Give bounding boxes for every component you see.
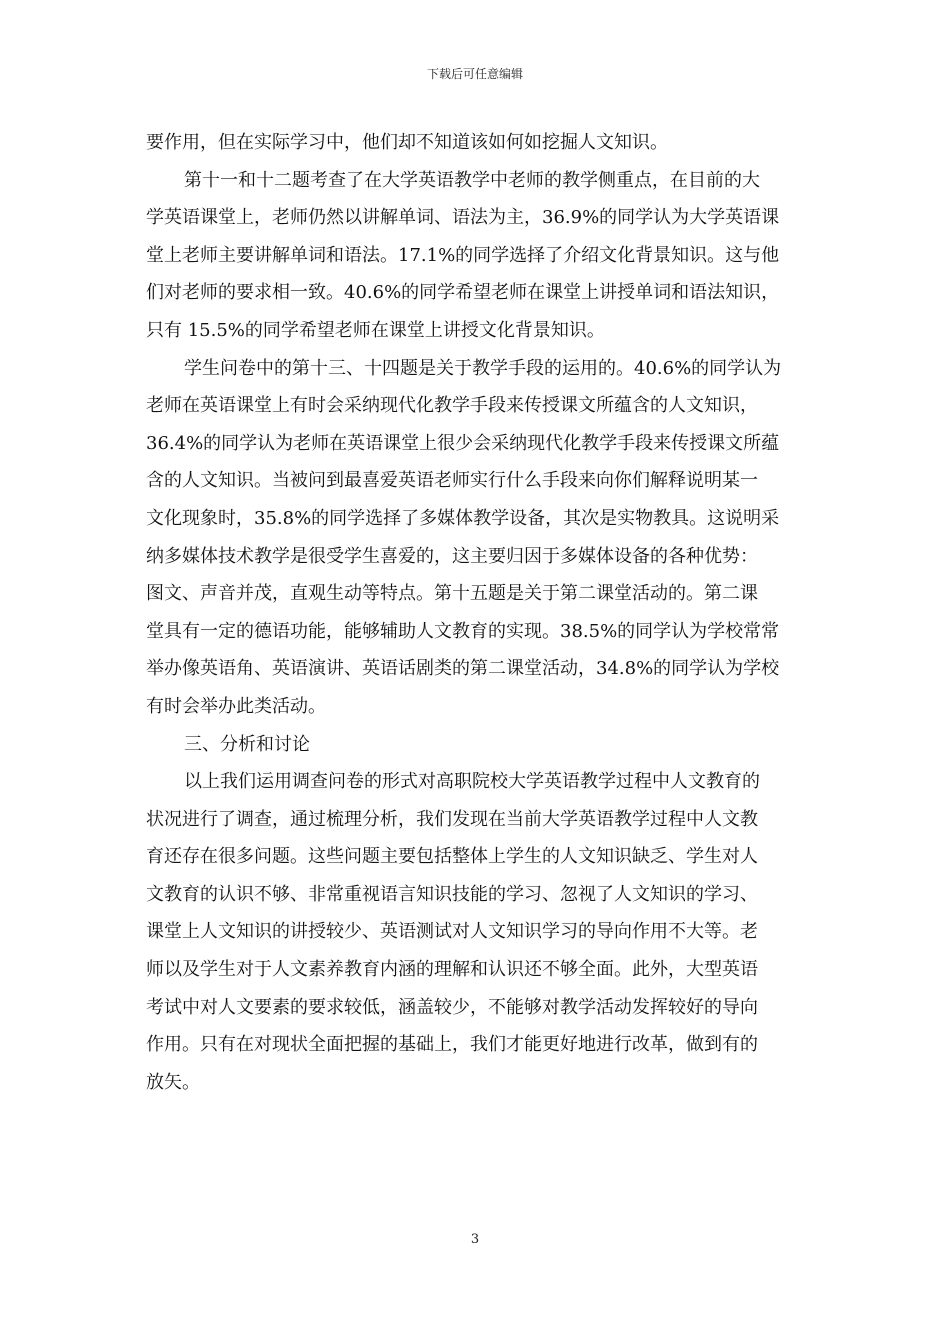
page-number: 3: [470, 1232, 480, 1247]
page-header: 下载后可任意编辑: [426, 67, 523, 81]
text-line: 堂具有一定的德语功能，能够辅助人文教育的实现。38.5%的同学认为学校常常: [146, 620, 780, 642]
text-line: 们对老师的要求相一致。40.6%的同学希望老师在课堂上讲授单词和语法知识，: [146, 282, 780, 304]
text-line: 课堂上人文知识的讲授较少、英语测试对人文知识学习的导向作用不大等。老: [146, 921, 758, 943]
text-line: 举办像英语角、英语演讲、英语话剧类的第二课堂活动，34.8%的同学认为学校: [146, 658, 780, 680]
text-line: 以上我们运用调查问卷的形式对高职院校大学英语教学过程中人文教育的: [184, 771, 760, 793]
text-line: 三、分析和讨论: [184, 733, 310, 755]
text-line: 堂上老师主要讲解单词和语法。17.1%的同学选择了介绍文化背景知识。这与他: [146, 244, 780, 266]
document-body: [146, 124, 810, 1101]
text-line: 图文、声音并茂，直观生动等特点。第十五题是关于第二课堂活动的。第二课: [146, 583, 758, 605]
text-line: 要作用，但在实际学习中，他们却不知道该如何如挖掘人文知识。: [146, 132, 668, 153]
text-line: 纳多媒体技术教学是很受学生喜爱的，这主要归因于多媒体设备的各种优势：: [146, 545, 758, 567]
text-line: 第十一和十二题考查了在大学英语教学中老师的教学侧重点，在目前的大: [184, 169, 760, 191]
text-line: 放矢。: [146, 1071, 200, 1093]
text-line: 考试中对人文要素的要求较低，涵盖较少，不能够对教学活动发挥较好的导向: [146, 996, 758, 1018]
text-line: 有时会举办此类活动。: [146, 695, 326, 717]
text-line: 文教育的认识不够、非常重视语言知识技能的学习、忽视了人文知识的学习、: [146, 883, 758, 905]
text-line: 学英语课堂上，老师仍然以讲解单词、语法为主，36.9%的同学认为大学英语课: [146, 207, 780, 229]
text-line: 师以及学生对于人文素养教育内涵的理解和认识还不够全面。此外，大型英语: [146, 959, 758, 981]
text-line: 只有 15.5%的同学希望老师在课堂上讲授文化背景知识。: [146, 319, 605, 341]
text-line: 学生问卷中的第十三、十四题是关于教学手段的运用的。40.6%的同学认为: [184, 357, 782, 379]
text-line: 育还存在很多问题。这些问题主要包括整体上学生的人文知识缺乏、学生对人: [146, 846, 758, 868]
text-line: 作用。只有在对现状全面把握的基础上，我们才能更好地进行改革，做到有的: [146, 1034, 758, 1056]
text-line: 含的人文知识。当被问到最喜爱英语老师实行什么手段来向你们解释说明某一: [146, 470, 758, 492]
text-line: 文化现象时，35.8%的同学选择了多媒体教学设备，其次是实物教具。这说明采: [146, 507, 780, 529]
text-line: 36.4%的同学认为老师在英语课堂上很少会采纳现代化教学手段来传授课文所蕴: [146, 432, 780, 454]
text-line: 老师在英语课堂上有时会采纳现代化教学手段来传授课文所蕴含的人文知识，: [146, 395, 758, 417]
text-line: 状况进行了调查，通过梳理分析，我们发现在当前大学英语教学过程中人文教: [146, 808, 758, 830]
